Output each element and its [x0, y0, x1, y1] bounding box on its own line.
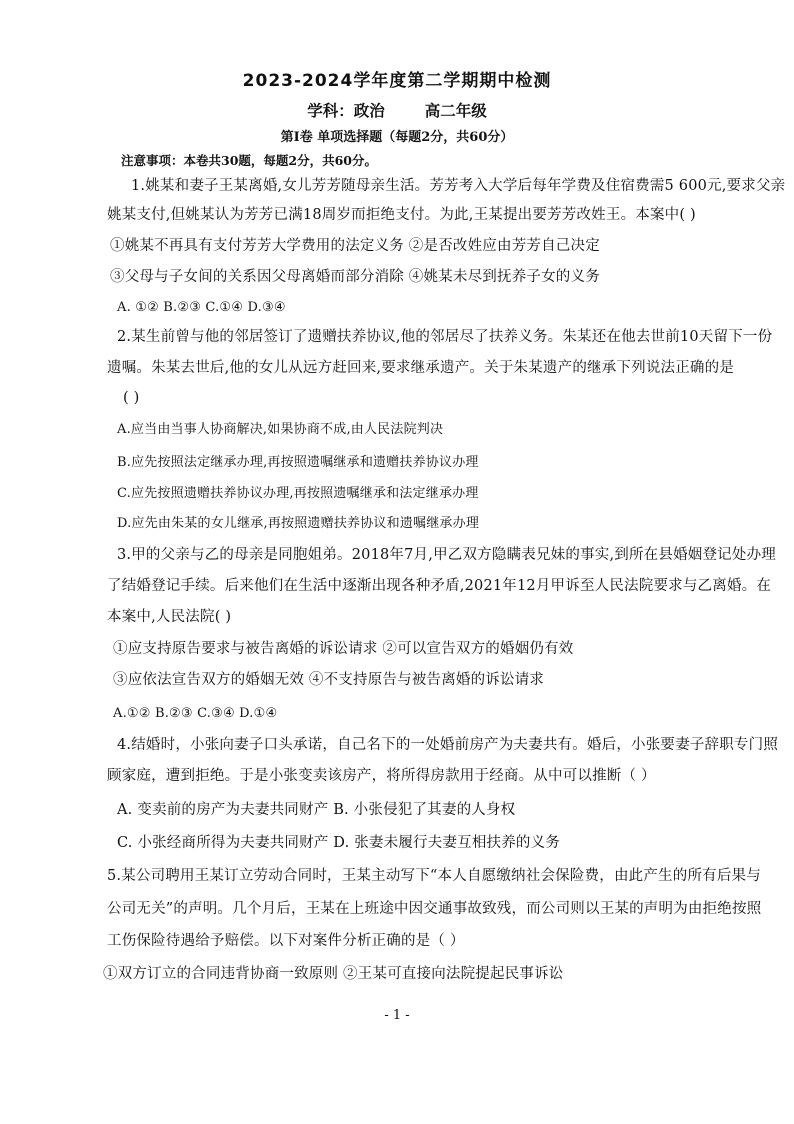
q4-choices-line-1: A. 变卖前的房产为夫妻共同财产 B. 小张侵犯了其妻的人身权	[117, 802, 516, 818]
q5-stem-line-2: 公司无关”的声明。几个月后，王某在上班途中因交通事故致残，而公司则以王某的声明为由拒绝按照	[107, 901, 762, 917]
q2-choice-b: B.应先按照法定继承办理,再按照遗嘱继承和遗赠扶养协议办理	[117, 455, 479, 470]
q3-statement-line-1: ①应支持原告要求与被告离婚的诉讼请求 ②可以宣告双方的婚姻仍有效	[113, 641, 574, 657]
q1-choices: A. ①② B.②③ C.①④ D.③④	[117, 300, 286, 315]
q2-choice-d: D.应先由朱某的女儿继承,再按照遗赠扶养协议和遗嘱继承办理	[117, 516, 480, 531]
q5-stem-line-1: 5.某公司聘用王某订立劳动合同时，王某主动写下“本人自愿缴纳社会保险费，由此产生的所有后果与	[107, 868, 761, 884]
q5-statement-line-1: ①双方订立的合同违背协商一致原则 ②王某可直接向法院提起民事诉讼	[103, 966, 564, 982]
q2-stem-line-3: ( )	[123, 390, 140, 406]
q1-statement-line-1: ①姚某不再具有支付芳芳大学费用的法定义务 ②是否改姓应由芳芳自己决定	[110, 238, 600, 254]
exam-title: 2023-2024学年度第二学期期中检测	[242, 71, 552, 91]
q3-stem-line-3: 本案中,人民法院( )	[107, 609, 232, 625]
q4-stem-line-2: 顾家庭，遭到拒绝。于是小张变卖该房产，将所得房款用于经商。从中可以推断（ ）	[107, 768, 656, 784]
q5-stem-line-3: 工伤保险待遇给予赔偿。以下对案件分析正确的是（ ）	[107, 933, 465, 949]
q3-stem-line-2: 了结婚登记手续。后来他们在生活中逐渐出现各种矛盾,2021年12月甲诉至人民法院要求与乙离婚。在	[107, 578, 772, 594]
q1-stem-line-1: 1.姚某和妻子王某离婚,女儿芳芳随母亲生活。芳芳考入大学后每年学费及住宿费需5 600元,要求父亲	[131, 178, 786, 194]
q2-choice-c: C.应先按照遗赠扶养协议办理,再按照遗嘱继承和法定继承办理	[117, 486, 479, 501]
q4-choices-line-2: C. 小张经商所得为夫妻共同财产 D. 张妻未履行夫妻互相扶养的义务	[117, 835, 561, 851]
subject-line	[0, 99, 794, 121]
subject-label: 学科：政治	[307, 102, 385, 120]
q4-stem-line-1: 4.结婚时，小张向妻子口头承诺，自己名下的一处婚前房产为夫妻共有。婚后，小张要妻子辞职专门照	[117, 737, 779, 753]
q3-stem-line-1: 3.甲的父亲与乙的母亲是同胞姐弟。2018年7月,甲乙双方隐瞒表兄妹的事实,到所在县婚姻登记处办理	[117, 547, 776, 563]
part-heading: 第Ⅰ卷 单项选择题（每题2分，共60分）	[280, 130, 514, 145]
notice-text: 注意事项：本卷共30题，每题2分，共60分。	[121, 153, 377, 168]
q2-stem-line-2: 遗嘱。朱某去世后,他的女儿从远方赶回来,要求继承遗产。关于朱某遗产的继承下列说法正确的是	[107, 360, 735, 376]
q1-stem-line-2: 姚某支付,但姚某认为芳芳已满18周岁而拒绝支付。为此,王某提出要芳芳改姓王。本案中( )	[107, 207, 696, 223]
page-number: - 1 -	[384, 1008, 410, 1023]
q2-stem-line-1: 2.某生前曾与他的邻居签订了遗赠扶养协议,他的邻居尽了扶养义务。朱某还在他去世前10天留下一份	[117, 329, 773, 345]
q3-statement-line-2: ③应依法宣告双方的婚姻无效 ④不支持原告与被告离婚的诉讼请求	[113, 672, 545, 688]
grade-label: 高二年级	[424, 102, 487, 120]
q2-choice-a: A.应当由当事人协商解决,如果协商不成,由人民法院判决	[117, 422, 444, 437]
q3-choices: A.①② B.②③ C.③④ D.①④	[113, 706, 278, 721]
q1-statement-line-2: ③父母与子女间的关系因父母离婚而部分消除 ④姚某未尽到抚养子女的义务	[110, 269, 600, 285]
